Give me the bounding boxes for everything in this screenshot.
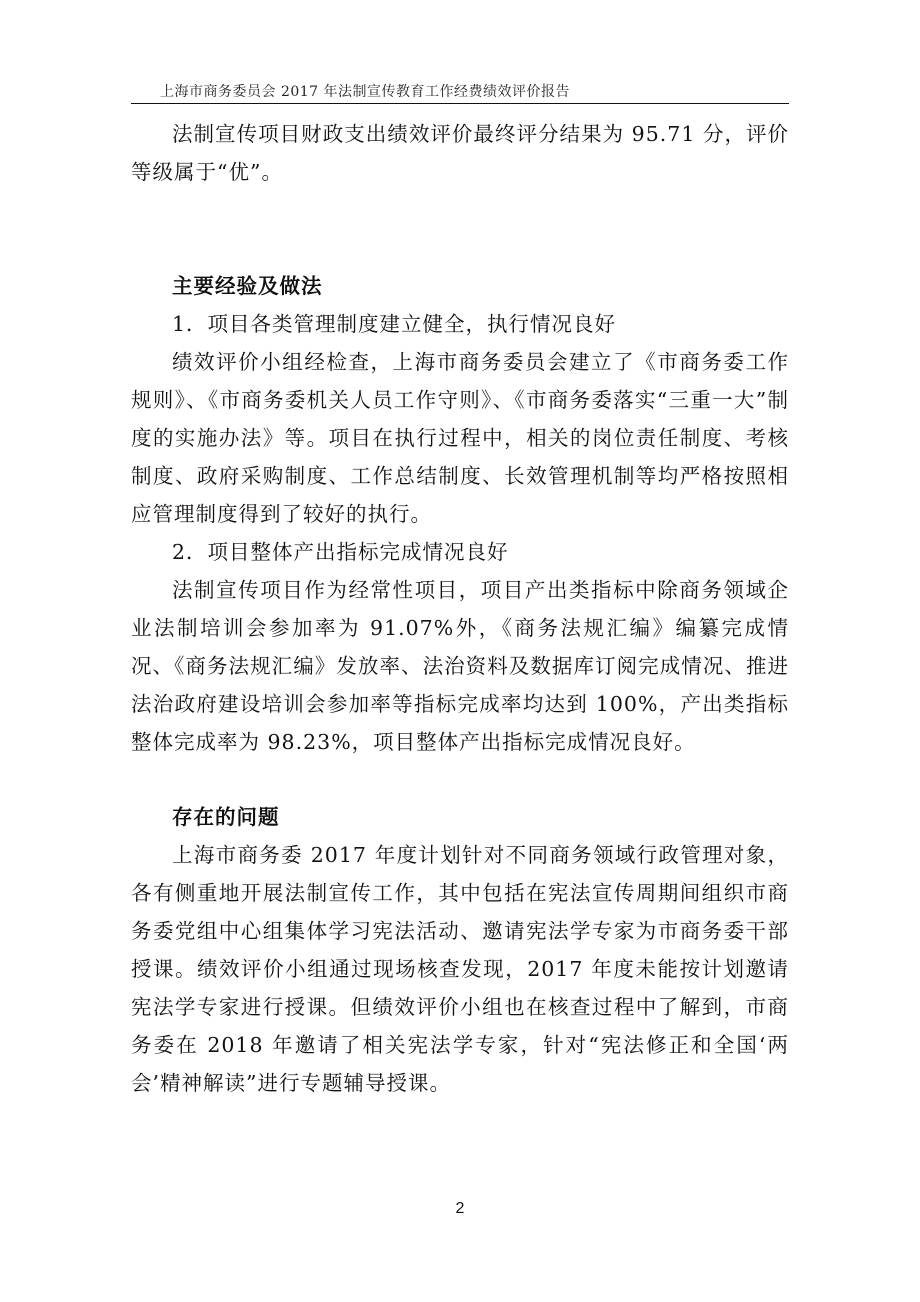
experience-item-body: 绩效评价小组经检查，上海市商务委员会建立了《市商务委工作规则》、《市商务委机关人员工作守则》、《市商务委落实“三重一大”制度的实施办法》等。项目在执行过程中，相关的岗位责任制度、考核制度、政府采购制度、工作总结制度、长效管理机制等均严格按照相应管理制度得到了较好的执行。	[131, 350, 789, 526]
section-heading-issues: 存在的问题	[172, 805, 280, 829]
experience-item-title: 2．项目整体产出指标完成情况良好	[172, 540, 509, 564]
section-spacer	[131, 191, 789, 267]
issues-paragraph: 上海市商务委 2017 年度计划针对不同商务领域行政管理对象，各有侧重地开展法制宣传工作，其中包括在宪法宣传周期间组织市商务委党组中心组集体学习宪法活动、邀请宪法学专家为市商务委干部授课。绩效评价小组通过现场核查发现，2017 年度未能按计划邀请宪法学专家进行授课。但绩效评价小组也在核查过程中了解到，市商务委在 2018 年邀请了相关宪法学专家，针对“宪法修正和全国‘两会’精神解读”进行专题辅导授课。	[131, 843, 789, 1095]
section-heading-experience: 主要经验及做法	[172, 274, 323, 298]
section-spacer	[131, 761, 789, 798]
intro-paragraph: 法制宣传项目财政支出绩效评价最终评分结果为 95.71 分，评价等级属于“优”。	[131, 122, 789, 184]
header-rule	[131, 103, 789, 104]
document-body	[131, 115, 789, 1102]
running-header: 上海市商务委员会 2017 年法制宣传教育工作经费绩效评价报告	[160, 84, 571, 100]
experience-item-title: 1．项目各类管理制度建立健全，执行情况良好	[172, 312, 617, 336]
experience-item-body: 法制宣传项目作为经常性项目，项目产出类指标中除商务领域企业法制培训会参加率为 91.07%外，《商务法规汇编》编纂完成情况、《商务法规汇编》发放率、法治资料及数据库订阅完成情况、推进法治政府建设培训会参加率等指标完成率均达到 100%，产出类指标整体完成率为 98.23%，项目整体产出指标完成情况良好。	[131, 578, 789, 754]
page-number: 2	[455, 1200, 465, 1217]
